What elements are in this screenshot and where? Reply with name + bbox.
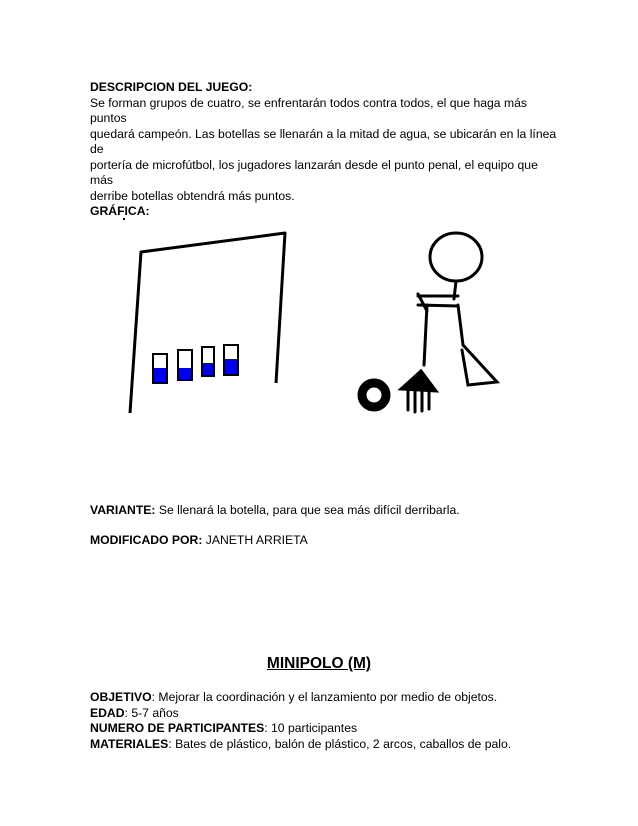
description-heading: DESCRIPCION DEL JUEGO: [90,80,253,94]
bottle [202,347,214,376]
game-description [90,80,560,220]
game-illustration [90,205,560,425]
materials-line [90,737,560,753]
age-label: EDAD [90,705,125,720]
player-figure [418,233,497,385]
bottle-water [225,359,237,374]
modified-label: MODIFICADO POR: [90,533,203,547]
game-fields [90,690,560,752]
description-line: derribe botellas obtendrá más puntos. [90,188,295,203]
stray-dot [123,218,125,220]
bottle-water [203,363,213,375]
description-line: quedará campeón. Las botellas se llenarán a la mitad de agua, se ubicarán en la línea de [90,126,557,156]
modified-by-line [90,533,560,549]
objective-label: OBJETIVO [90,690,152,704]
variant-line [90,503,560,519]
goal-frame [130,233,285,413]
materials-text: : Bates de plástico, balón de plástico, 2 arcos, caballos de palo. [168,736,512,751]
participants-text: : 10 participantes [264,721,358,735]
age-line [90,706,560,722]
graphic-heading: GRÁFICA: [90,204,150,218]
game-title [0,655,638,673]
objective-text: : Mejorar la coordinación y el lanzamiento por medio de objetos. [151,690,498,704]
materials-label: MATERIALES [90,736,169,751]
participants-label: NUMERO DE PARTICIPANTES [90,721,265,735]
bat-icon [401,371,436,412]
modified-text: JANETH ARRIETA [202,533,308,547]
description-line: Se forman grupos de cuatro, se enfrentarán todos contra todos, el que haga más puntos [90,95,527,125]
bottle [178,350,192,380]
bottle [153,354,167,383]
bottle [224,345,238,375]
bottle-water [154,368,166,382]
ball-icon [362,383,386,407]
objective-line [90,690,560,706]
age-text: : 5-7 años [124,705,179,720]
variant-text: Se llenará la botella, para que sea más difícil derribarla. [155,503,460,517]
bottles [153,345,238,383]
bottle-water [179,368,191,379]
variant-label: VARIANTE: [90,503,156,517]
game-title-text: MINIPOLO (M) [266,655,372,672]
description-line: portería de microfútbol, los jugadores lanzarán desde el punto penal, el equipo que más [90,157,538,187]
participants-line [90,721,560,737]
